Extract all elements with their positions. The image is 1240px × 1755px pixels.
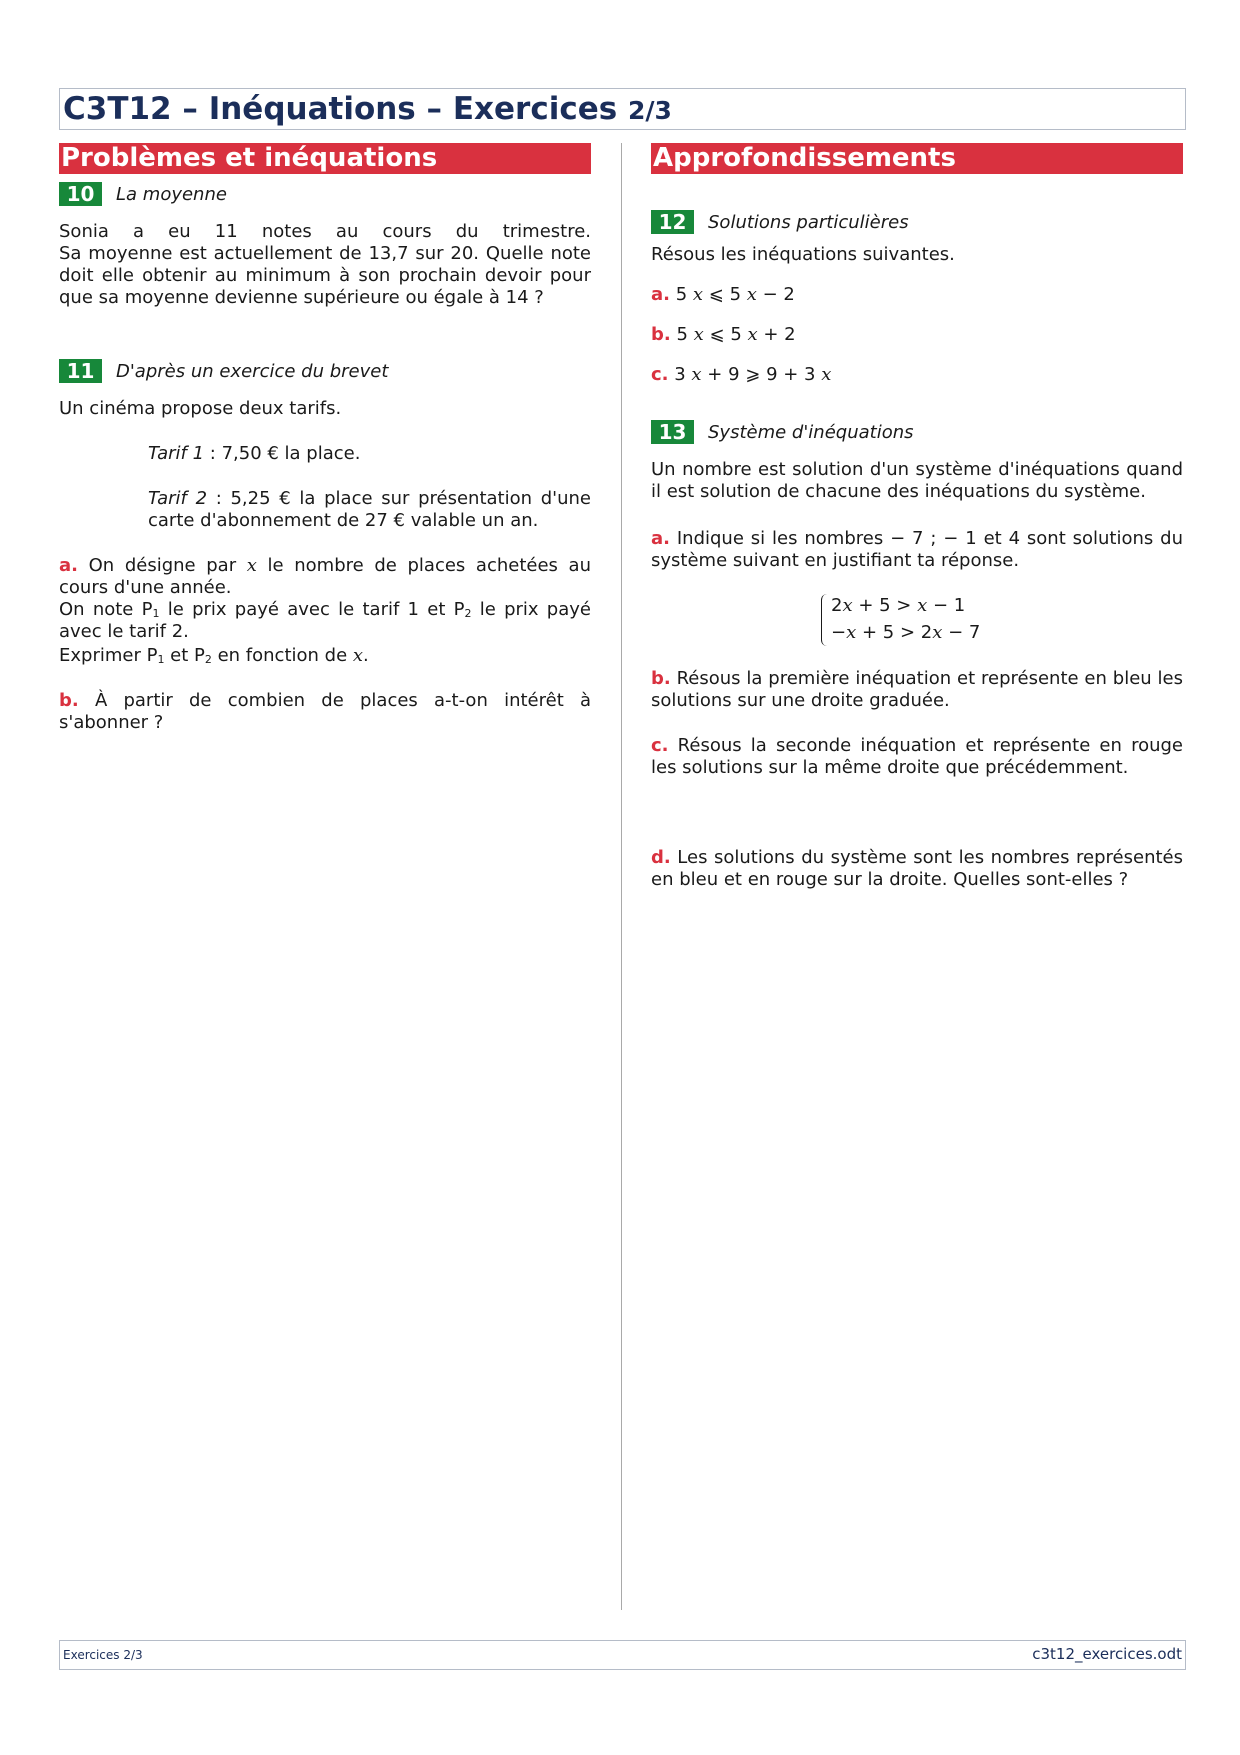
question-11a — [59, 555, 591, 599]
question-label: c. — [651, 364, 669, 385]
math-variable: x — [746, 284, 757, 305]
question-13d — [651, 847, 1183, 891]
system-line-1 — [831, 592, 1183, 619]
question-11a-note — [59, 599, 591, 643]
question-label: b. — [59, 690, 79, 711]
math-text: 5 — [669, 284, 693, 305]
system-line-2 — [831, 619, 1183, 646]
question-label: b. — [651, 324, 671, 345]
exercise-13-intro: Un nombre est solution d'un système d'inéquations quand il est solution de chacune des inéquations du système. — [651, 459, 1183, 502]
subscript: 2 — [204, 653, 212, 666]
math-text: ⩽ 5 — [703, 324, 748, 345]
expr-text: et P — [164, 645, 205, 666]
exercise-12-header — [651, 210, 1183, 234]
exercise-10-header — [59, 182, 591, 206]
question-text: Résous la première inéquation et représente en bleu les solutions sur une droite graduée. — [651, 668, 1183, 711]
question-13a — [651, 528, 1183, 572]
math-text: + 9 ⩾ 9 + 3 — [701, 364, 822, 385]
exercise-10-body: Sa moyenne est actuellement de 13,7 sur 20. Quelle note doit elle obtenir au minimum à son prochain devoir pour que sa moyenne devienne supérieure ou égale à 14 ? — [59, 243, 591, 308]
left-column — [59, 143, 591, 734]
tarif-1 — [148, 443, 591, 465]
math-text: + 5 > 2 — [856, 622, 933, 643]
tarif-2 — [148, 488, 591, 532]
math-text: + 2 — [757, 324, 796, 345]
inequation-a — [651, 284, 1183, 306]
right-column — [651, 143, 1183, 891]
math-variable: x — [932, 622, 943, 643]
footer-right: c3t12_exercices.odt — [1032, 1645, 1182, 1663]
question-11a-expr — [59, 645, 591, 667]
exercise-11-header — [59, 359, 591, 383]
section-header-problemes: Problèmes et inéquations — [59, 143, 591, 174]
math-text: − 7 — [942, 622, 981, 643]
question-text: À partir de combien de places a-t-on intérêt à s'abonner ? — [59, 690, 591, 733]
page-footer — [59, 1640, 1186, 1670]
question-11b — [59, 690, 591, 734]
note-text: le prix payé avec le tarif 2. — [59, 599, 591, 642]
question-label: c. — [651, 735, 669, 756]
inequation-system — [821, 592, 1183, 646]
question-text: Indique si les nombres − 7 ; − 1 et 4 sont solutions du système suivant en justifiant ta réponse. — [651, 528, 1183, 571]
question-text: Les solutions du système sont les nombres représentés en bleu et en rouge sur la droite. Quelles sont-elles ? — [651, 847, 1183, 890]
tarif-2-text: : 5,25 € la place sur présentation d'une carte d'abonnement de 27 € valable un an. — [148, 488, 591, 531]
question-text: Résous la seconde inéquation et représente en rouge les solutions sur la même droite que précédemment. — [651, 735, 1183, 778]
math-text: − — [831, 622, 847, 643]
note-text: le prix payé avec le tarif 1 et P — [159, 599, 465, 620]
expr-text: Exprimer P — [59, 645, 158, 666]
note-text: On note P — [59, 599, 153, 620]
exercise-number-badge: 10 — [59, 182, 102, 206]
question-label: a. — [651, 528, 670, 549]
math-text: 3 — [668, 364, 692, 385]
exercise-number-badge: 12 — [651, 210, 694, 234]
tarif-2-label: Tarif 2 — [148, 488, 208, 509]
math-variable: x — [842, 595, 853, 616]
question-label: a. — [651, 284, 670, 305]
math-variable: x — [747, 324, 758, 345]
math-text: + 5 > — [852, 595, 918, 616]
title-main: C3T12 – Inéquations – Exercices — [63, 91, 618, 127]
subscript: 1 — [157, 653, 165, 666]
math-text: 5 — [670, 324, 694, 345]
question-label: b. — [651, 668, 671, 689]
footer-left: Exercices 2/3 — [63, 1648, 143, 1662]
exercise-number-badge: 13 — [651, 420, 694, 444]
math-variable: x — [692, 284, 704, 305]
question-text: On désigne par — [77, 555, 247, 576]
tarif-1-label: Tarif 1 — [148, 443, 205, 464]
exercise-title: D'après un exercice du brevet — [116, 360, 389, 382]
expr-text: en fonction de — [211, 645, 353, 666]
math-variable: x — [821, 364, 832, 385]
column-divider — [621, 143, 622, 1610]
expr-text: . — [363, 645, 369, 666]
exercise-title: La moyenne — [116, 183, 227, 205]
title-sub: 2/3 — [627, 96, 672, 125]
exercise-title: Solutions particulières — [708, 211, 909, 233]
math-variable: x — [352, 645, 364, 666]
math-text: − 2 — [756, 284, 795, 305]
section-header-approfondissements: Approfondissements — [651, 143, 1183, 174]
system-brace — [821, 594, 827, 646]
question-13c — [651, 735, 1183, 779]
math-text: ⩽ 5 — [703, 284, 747, 305]
exercise-title: Système d'inéquations — [708, 421, 914, 443]
math-variable: x — [693, 324, 704, 345]
question-13b — [651, 668, 1183, 712]
subscript: 2 — [464, 607, 472, 620]
exercise-number-badge: 11 — [59, 359, 102, 383]
inequation-c — [651, 364, 1183, 386]
question-text: le nombre de places achetées au cours d'une année. — [59, 555, 591, 598]
exercise-13-header — [651, 420, 1183, 444]
page-title — [59, 88, 1186, 130]
exercise-10-line1: Sonia a eu 11 notes au cours du trimestre. — [59, 221, 591, 242]
math-text: 2 — [831, 595, 843, 616]
math-variable: x — [917, 595, 928, 616]
math-variable: x — [691, 364, 702, 385]
question-label: d. — [651, 847, 671, 868]
inequation-b — [651, 324, 1183, 346]
math-text: − 1 — [927, 595, 966, 616]
exercise-12-intro: Résous les inéquations suivantes. — [651, 244, 955, 265]
math-variable: x — [246, 555, 257, 576]
tarif-1-text: : 7,50 € la place. — [204, 443, 361, 464]
math-variable: x — [846, 622, 857, 643]
subscript: 1 — [152, 607, 160, 620]
question-label: a. — [59, 555, 78, 576]
exercise-11-intro: Un cinéma propose deux tarifs. — [59, 398, 342, 419]
